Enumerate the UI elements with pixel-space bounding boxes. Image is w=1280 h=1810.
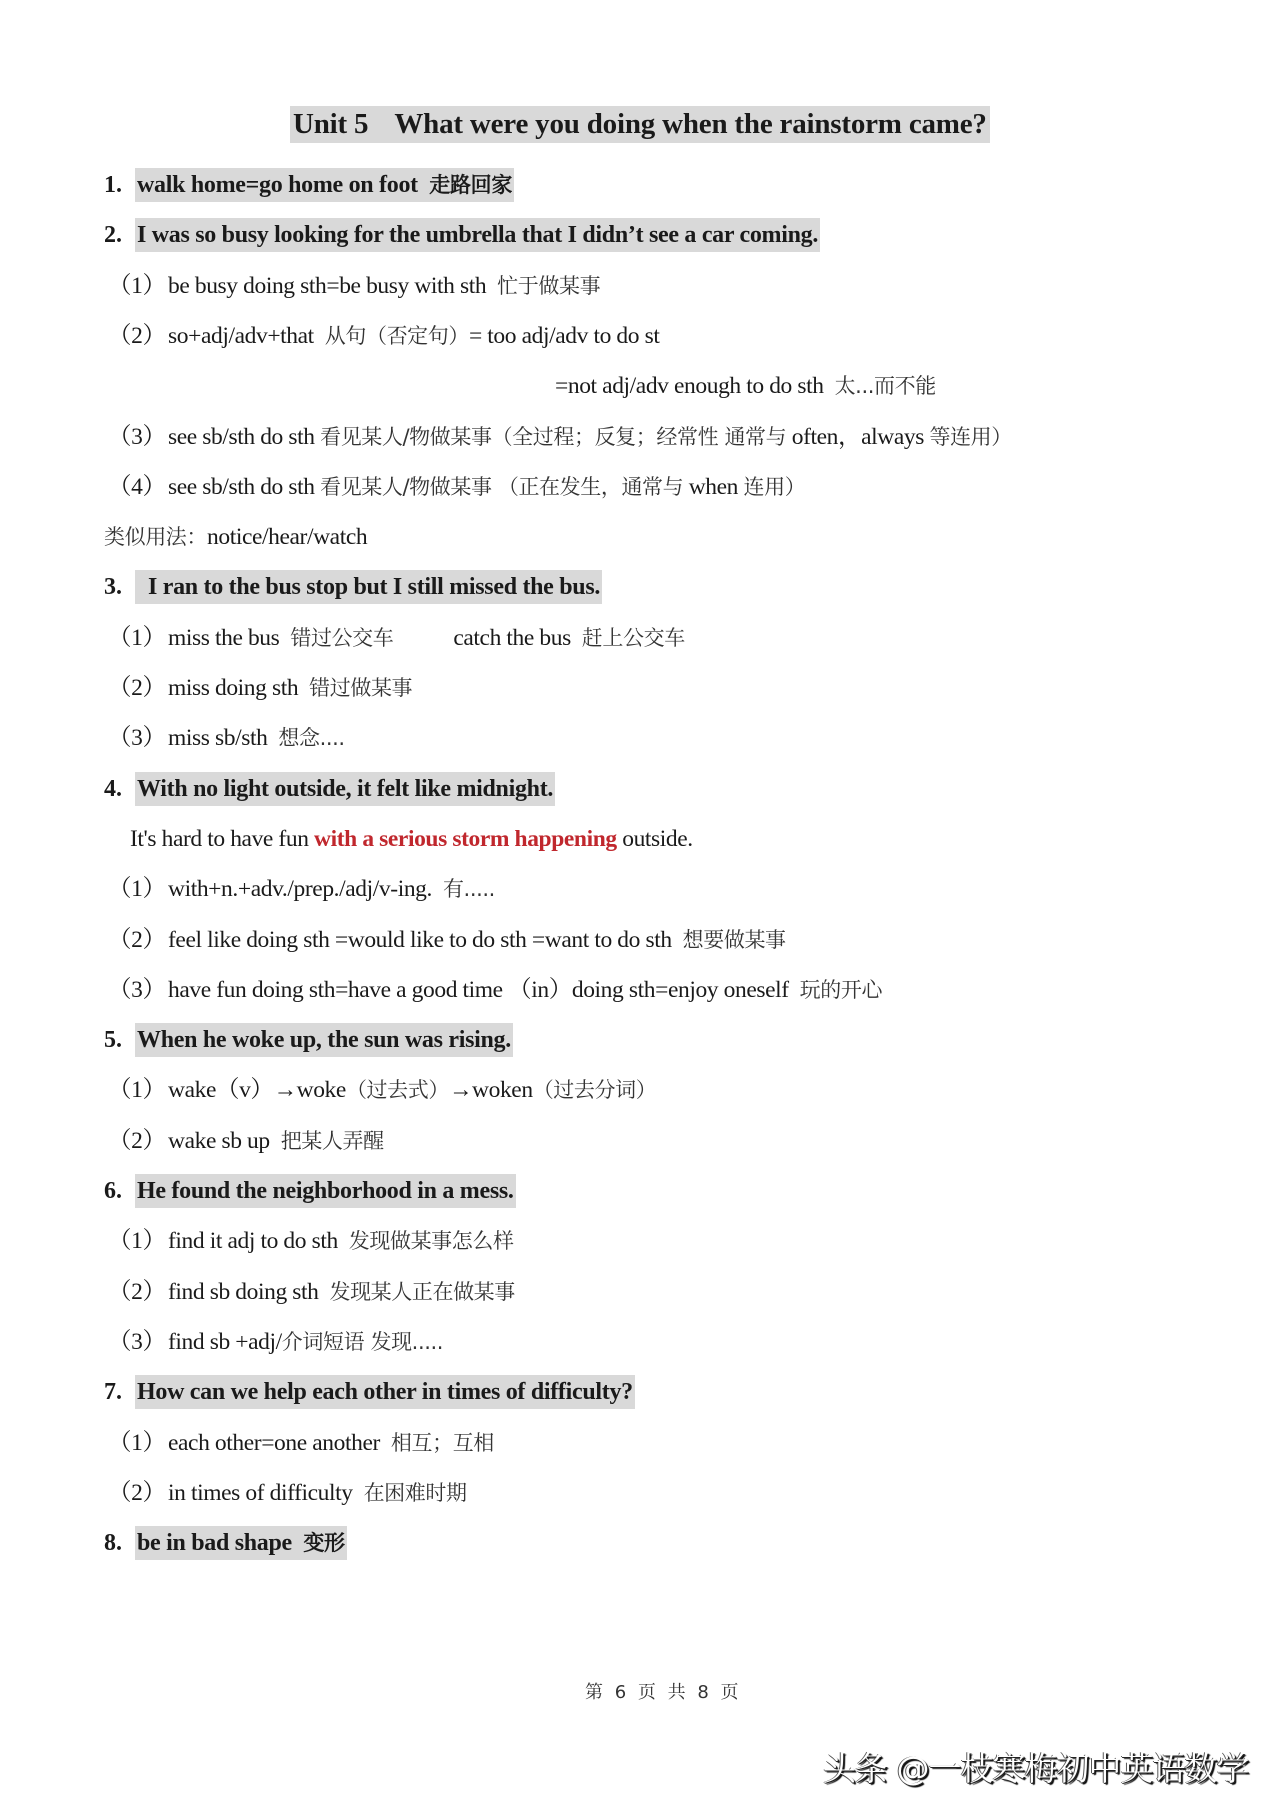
item-number: 6. bbox=[104, 1178, 122, 1204]
item-number: 8. bbox=[104, 1530, 122, 1557]
item-number: 4. bbox=[104, 775, 122, 802]
item-number: 2. bbox=[104, 222, 122, 249]
item-heading: How can we help each other in times of difficulty? bbox=[135, 1375, 635, 1409]
unit-label: Unit 5 bbox=[293, 108, 369, 140]
item-heading: be in bad shape 变形 bbox=[135, 1526, 347, 1560]
page-title bbox=[290, 106, 990, 143]
item-heading: With no light outside, it felt like midnight. bbox=[135, 772, 555, 806]
item-heading: When he woke up, the sun was rising. bbox=[135, 1023, 513, 1057]
item-heading: I ran to the bus stop but I still missed the bus. bbox=[135, 570, 602, 604]
item-number: 5. bbox=[104, 1027, 122, 1054]
item-heading: He found the neighborhood in a mess. bbox=[135, 1174, 516, 1208]
item-number: 7. bbox=[104, 1379, 122, 1406]
page-number: 第 6 页 共 8 页 bbox=[585, 1682, 739, 1703]
item-heading: I was so busy looking for the umbrella that I didn’t see a car coming. bbox=[135, 218, 820, 252]
unit-question: What were you doing when the rainstorm came? bbox=[394, 108, 987, 140]
watermark: 头条 @一枝寒梅初中英语数学 bbox=[823, 1749, 1249, 1788]
item-heading: walk home=go home on foot 走路回家 bbox=[135, 168, 514, 202]
item-number: 1. bbox=[104, 172, 122, 198]
highlighted-phrase: with a serious storm happening bbox=[314, 825, 617, 852]
item-number: 3. bbox=[104, 574, 122, 601]
